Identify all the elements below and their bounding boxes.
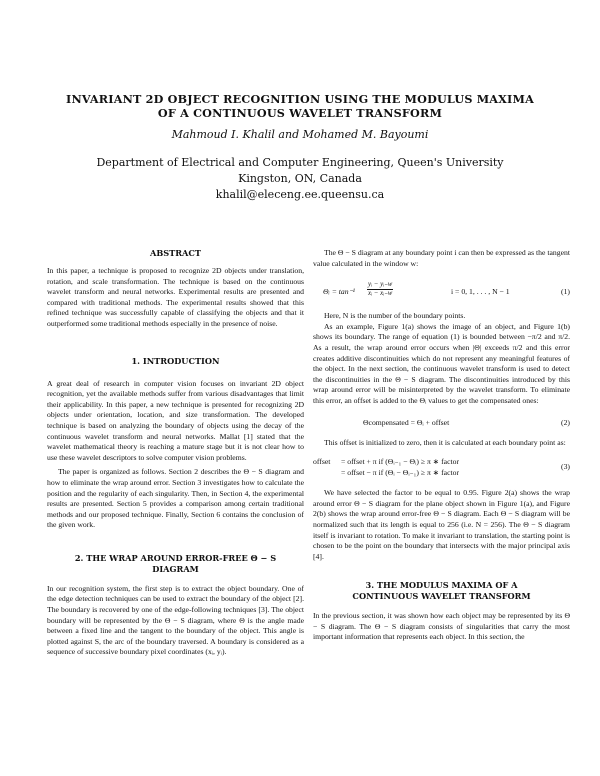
section3-heading-line-2: CONTINUOUS WAVELET TRANSFORM: [352, 591, 531, 602]
right-paragraph-1: The Θ − S diagram at any boundary point i can then be expressed as the tangent value calculated in the window w:: [313, 248, 570, 268]
right-column: [313, 248, 570, 643]
equation-3: [313, 456, 570, 480]
title-line-2: OF A CONTINUOUS WAVELET TRANSFORM: [157, 106, 443, 120]
eq1-number: (1): [561, 287, 570, 297]
eq1-fraction: [367, 281, 393, 298]
intro-paragraph-1: A great deal of research in computer vision focuses on invariant 2D object recognition, yet the available methods suffer from various disadvantages that limit their applicability. In this paper, a new technique is presented for recognizing 2D objects under orientation, location, and size transformation. The developed technique is based on analyzing the boundary of objects using the decay of the continuous wavelet transform and neural networks. Mallat [1] stated that the wavelet mathematical theory is reaching a mature stage but it is not clear how to use these wavelet descriptors to solve computer vision problems.: [47, 378, 304, 462]
eq2-number: (2): [561, 417, 570, 427]
section3-paragraph-1: In the previous section, it was shown how each object may be represented by its Θ − S diagram. The Θ − S diagram consists of singularities that carry the most important information that represents each object. In this section, the: [313, 611, 570, 642]
affiliation-city: Kingston, ON, Canada: [238, 172, 362, 185]
right-paragraph-5: We have selected the factor to be equal to 0.95. Figure 2(a) shows the wrap around error Θ − S diagram for the plane object shown in Figure 1(a), and Figure 2(b) shows the wrap around error-free Θ − S diagram. Each Θ − S diagram will be normalized such that its length is equal to 256 (i.e. N = 256). The Θ − S diagram itself is invariant to rotation. To make it invariant to translation, the starting point is chosen to be the point on the boundary that intersects with the major principal axis [4].: [313, 488, 570, 561]
paper-title: [40, 92, 560, 120]
section2-heading-line-2: DIAGRAM: [152, 563, 199, 574]
equation-2: [313, 417, 570, 429]
right-paragraph-3: As an example, Figure 1(a) shows the image of an object, and Figure 1(b) shows its boundary. The range of equation (1) is bounded between −π/2 and π/2. As a result, the wrap around error occurs when |Θ| exceeds π/2 and this error creates additive discontinuities which do not represent any meaningful features of the object. In the next section, the continuous wavelet transform is used to detect the discontinuities in the Θ − S diagram. The discontinuities introduced by this wrap around error will be misinterpreted by the wavelet transform. To eliminate this error, an offset is added to the Θᵢ values to get the compensated ones:: [313, 321, 570, 405]
eq3-number: (3): [561, 462, 570, 472]
abstract-heading: ABSTRACT: [149, 248, 202, 258]
authors: Mahmoud I. Khalil and Mohamed M. Bayoumi: [171, 128, 429, 141]
eq1-lhs: Θᵢ = tan⁻¹: [323, 287, 355, 297]
intro-paragraph-2: The paper is organized as follows. Section 2 describes the Θ − S diagram and how to eliminate the wrap around error. Section 3 investigates how to calculate the position and the regularity of each singularity. Then, in Section 4, the experimental results are presented. Section 5 provides a comparison among certain traditional methods and our proposed technique. Finally, Section 6 contains the conclusion of the given work.: [47, 467, 304, 530]
abstract-text: In this paper, a technique is proposed to recognize 2D objects under translation, rotation, and scale transformation. The technique is based on the continuous wavelet transform and neural networks. Experimental results are presented and compared with traditional methods. The experimental results showed that this refined technique was successfully capable of classifying the objects and that it outperformed some traditional methods especially in the presence of noise.: [47, 266, 304, 328]
equation-1: [313, 281, 570, 301]
affiliation-department: Department of Electrical and Computer Engineering, Queen's University: [96, 156, 504, 169]
eq1-numerator: yᵢ − yᵢ₋w: [368, 281, 393, 289]
right-paragraph-2: Here, N is the number of the boundary points.: [324, 311, 466, 321]
affiliation: [40, 155, 560, 203]
section3-heading: [313, 580, 570, 602]
section2-paragraph-1: In our recognition system, the first step is to extract the object boundary. One of the edge detection techniques can be used to extract the boundary of the object [2]. The boundary is recovered by one of the edge-following techniques [3]. The object boundary will be represented by the Θ − S diagram, where Θ is the angle made between a fixed line and the tangent to the boundary of the object. This angle is plotted against S, the arc of the boundary traversed. A boundary is considered as a sequence of successive boundary pixel coordinates (xᵢ, yᵢ).: [47, 583, 304, 657]
section2-heading-line-1: 2. THE WRAP AROUND ERROR-FREE Θ − S: [74, 552, 277, 563]
eq1-denominator: xᵢ − xᵢ₋w: [368, 290, 393, 298]
left-column: [47, 248, 304, 658]
right-paragraph-4: This offset is initialized to zero, then it is calculated at each boundary point as:: [324, 437, 566, 447]
affiliation-email: khalil@eleceng.ee.queensu.ca: [215, 188, 385, 201]
section2-heading: [47, 553, 304, 575]
title-line-1: INVARIANT 2D OBJECT RECOGNITION USING THE MODULUS MAXIMA: [66, 92, 534, 106]
eq1-range: i = 0, 1, . . . , N − 1: [451, 287, 510, 297]
eq2-body: Θcompensated = Θᵢ + offset: [363, 417, 450, 427]
eq3-line-2: = offset − π if (Θᵢ − Θᵢ₋₁) ≥ π ∗ factor: [341, 468, 460, 478]
eq3-lhs: offset: [313, 457, 331, 467]
introduction-heading: 1. INTRODUCTION: [131, 355, 220, 366]
eq3-line-1: = offset + π if (Θᵢ₋₁ − Θᵢ) ≥ π ∗ factor: [341, 457, 460, 467]
section3-heading-line-1: 3. THE MODULUS MAXIMA OF A: [365, 580, 518, 591]
